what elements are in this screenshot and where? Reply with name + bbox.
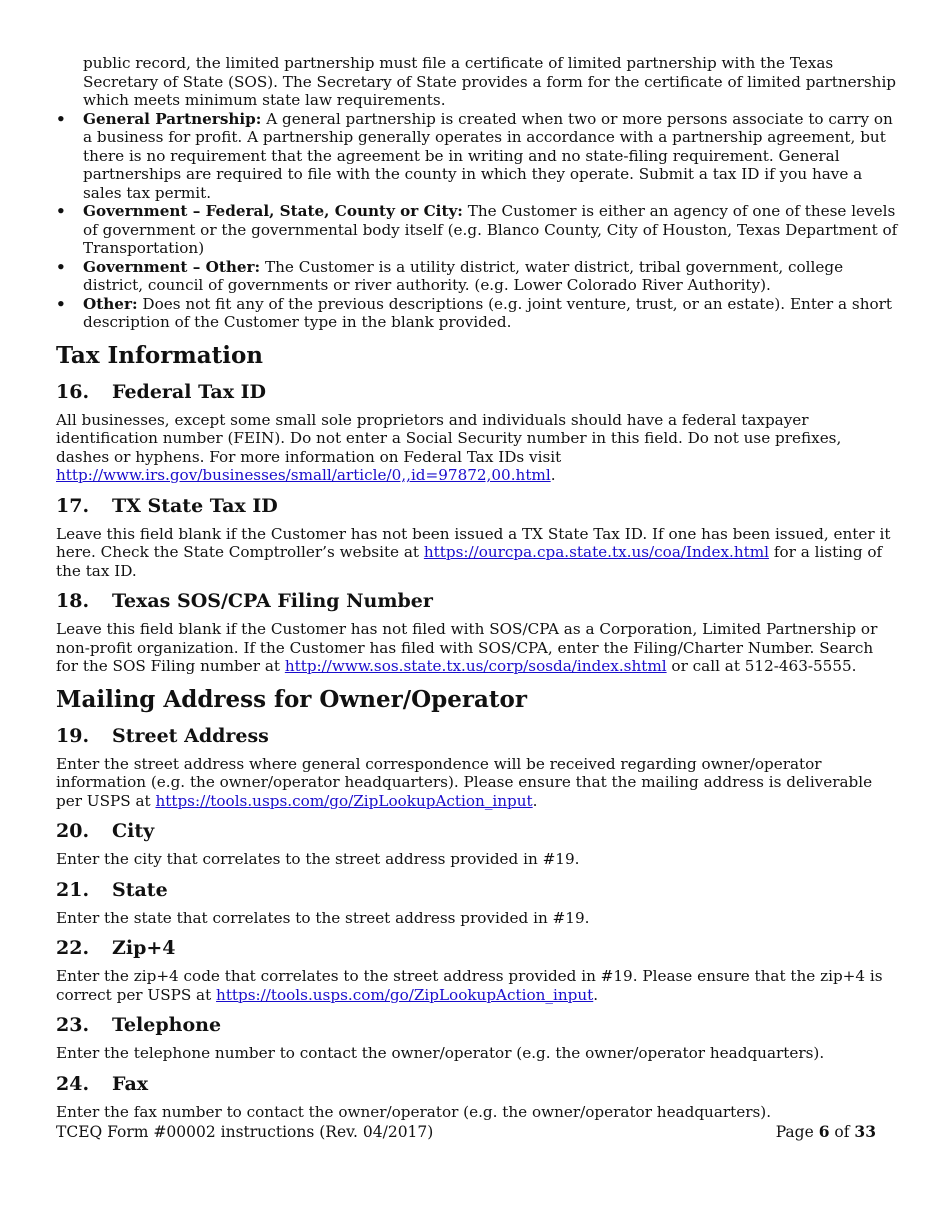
list-item [56,295,898,332]
section-body: Enter the street address where general correspondence will be received regarding owner/operator information (e.g. the owner/operator headquarters). Please ensure that the mailing address is deliverable per USPS at [56,754,873,810]
bullet-icon: • [56,257,66,276]
intro-continuation: public record, the limited partnership must file a certificate of limited partnership with the Texas Secretary of State (SOS). The Secretary of State provides a form for the certificate of limited partnership which meets minimum state law requirements. [83,54,897,109]
section-after: or call at 512-463-5555. [666,657,857,675]
section-title: Texas SOS/CPA Filing Number [112,590,433,612]
list-item-text: A general partnership is created when two or more persons associate to carry on a business for profit. A partnership generally operates in accordance with a partnership agreement, but there is no requirement that the agreement be in writing and no state-filing requirement. General partnerships are required to file with the county in which they operate. Submit a tax ID if you have a sales tax permit. [83,109,893,202]
bullet-icon: • [56,294,66,313]
tax-information-heading: Tax Information [56,341,264,369]
section-number: 23. [56,1014,90,1036]
customer-type-list [56,110,898,332]
section-number: 20. [56,820,90,842]
list-item-term: Government – Other: [83,257,261,276]
section-after: . [593,985,599,1004]
section-body: Enter the zip+4 code that correlates to the street address provided in #19. Please ensure that the zip+4 is correct per USPS at [56,967,883,1004]
page-of: of [829,1123,855,1141]
mailing-address-heading: Mailing Address for Owner/Operator [56,685,527,713]
page-current: 6 [818,1122,830,1141]
section-title: TX State Tax ID [112,494,278,517]
section-16-text [56,411,898,485]
section-body: Leave this field blank if the Customer has not been issued a TX State Tax ID. If one has been issued, enter it here. Check the State Comptroller’s website at [56,524,891,561]
section-20-text: Enter the city that correlates to the street address provided in #19. [56,850,580,868]
section-title: State [112,878,168,901]
bullet-icon: • [56,109,66,128]
section-23-text: Enter the telephone number to contact the owner/operator (e.g. the owner/operator headquarters). [56,1044,825,1062]
section-18-heading [56,589,898,613]
section-after: for a listing of the tax ID. [56,543,883,580]
page-prefix: Page [775,1123,819,1141]
section-24-text: Enter the fax number to contact the owner/operator (e.g. the owner/operator headquarters). [56,1102,772,1121]
section-19-text [56,755,898,811]
section-18-text [56,620,898,676]
section-title: Zip+4 [112,937,176,959]
list-item-term: General Partnership: [83,109,262,128]
section-number: 19. [56,724,90,747]
section-title: Street Address [112,724,269,747]
list-item-term: Government – Federal, State, County or City: [83,202,463,220]
section-number: 24. [56,1072,90,1095]
list-item-term: Other: [83,294,138,313]
section-16-heading [56,380,898,404]
section-17-text [56,525,898,581]
section-23-heading [56,1013,898,1037]
section-22-text [56,967,898,1004]
section-20-heading [56,819,898,843]
section-title: Fax [112,1072,149,1095]
form-label: TCEQ Form #00002 instructions (Rev. 04/2017) [56,1123,434,1141]
list-item-text: The Customer is either an agency of one of these levels of government or the governmental body itself (e.g. Blanco County, City of Houston, Texas Department of Transportation) [83,202,898,257]
section-21-heading [56,878,898,902]
section-title: Telephone [112,1014,222,1036]
section-after: . [532,791,538,810]
section-title: City [112,820,155,842]
usps-link[interactable]: https://tools.usps.com/go/ZipLookupAction_input [216,985,594,1004]
list-item [56,202,898,258]
section-24-heading [56,1072,898,1096]
section-22-heading [56,936,898,960]
section-17-heading [56,494,898,518]
section-number: 21. [56,878,90,901]
page-number [776,1122,876,1142]
section-number: 16. [56,380,90,403]
irs-link[interactable]: http://www.irs.gov/businesses/small/article/0,,id=97872,00.html [56,466,551,484]
page-total: 33 [854,1122,876,1141]
section-number: 17. [56,494,90,517]
section-title: Federal Tax ID [112,380,267,403]
section-after: . [550,466,556,484]
section-body: Leave this field blank if the Customer has not filed with SOS/CPA as a Corporation, Limited Partnership or non-profit organization. If the Customer has filed with SOS/CPA, enter the Filing/Charter Number. Search for the SOS Filing number at [56,620,878,675]
list-item [56,258,898,295]
section-number: 22. [56,937,90,959]
section-21-text: Enter the state that correlates to the street address provided in #19. [56,908,590,927]
section-19-heading [56,724,898,748]
comptroller-link[interactable]: https://ourcpa.cpa.state.tx.us/coa/Index.html [423,543,770,561]
list-item-text: Does not fit any of the previous descriptions (e.g. joint venture, trust, or an estate). Enter a short description of the Customer type in the blank provided. [83,294,892,331]
usps-link[interactable]: https://tools.usps.com/go/ZipLookupAction_input [155,791,533,810]
list-item [56,110,898,203]
bullet-icon: • [56,202,66,220]
sos-link[interactable]: http://www.sos.state.tx.us/corp/sosda/index.shtml [284,657,667,675]
page-footer [56,1122,876,1142]
document-page [56,54,898,1121]
list-item-text: The Customer is a utility district, water district, tribal government, college district, council of governments or river authority. (e.g. Lower Colorado River Authority). [83,257,844,294]
section-body: All businesses, except some small sole proprietors and individuals should have a federal taxpayer identification number (FEIN). Do not enter a Social Security number in this field. Do not use prefixes, dashes or hyphens. For more information on Federal Tax IDs visit [56,410,842,466]
section-number: 18. [56,590,90,612]
